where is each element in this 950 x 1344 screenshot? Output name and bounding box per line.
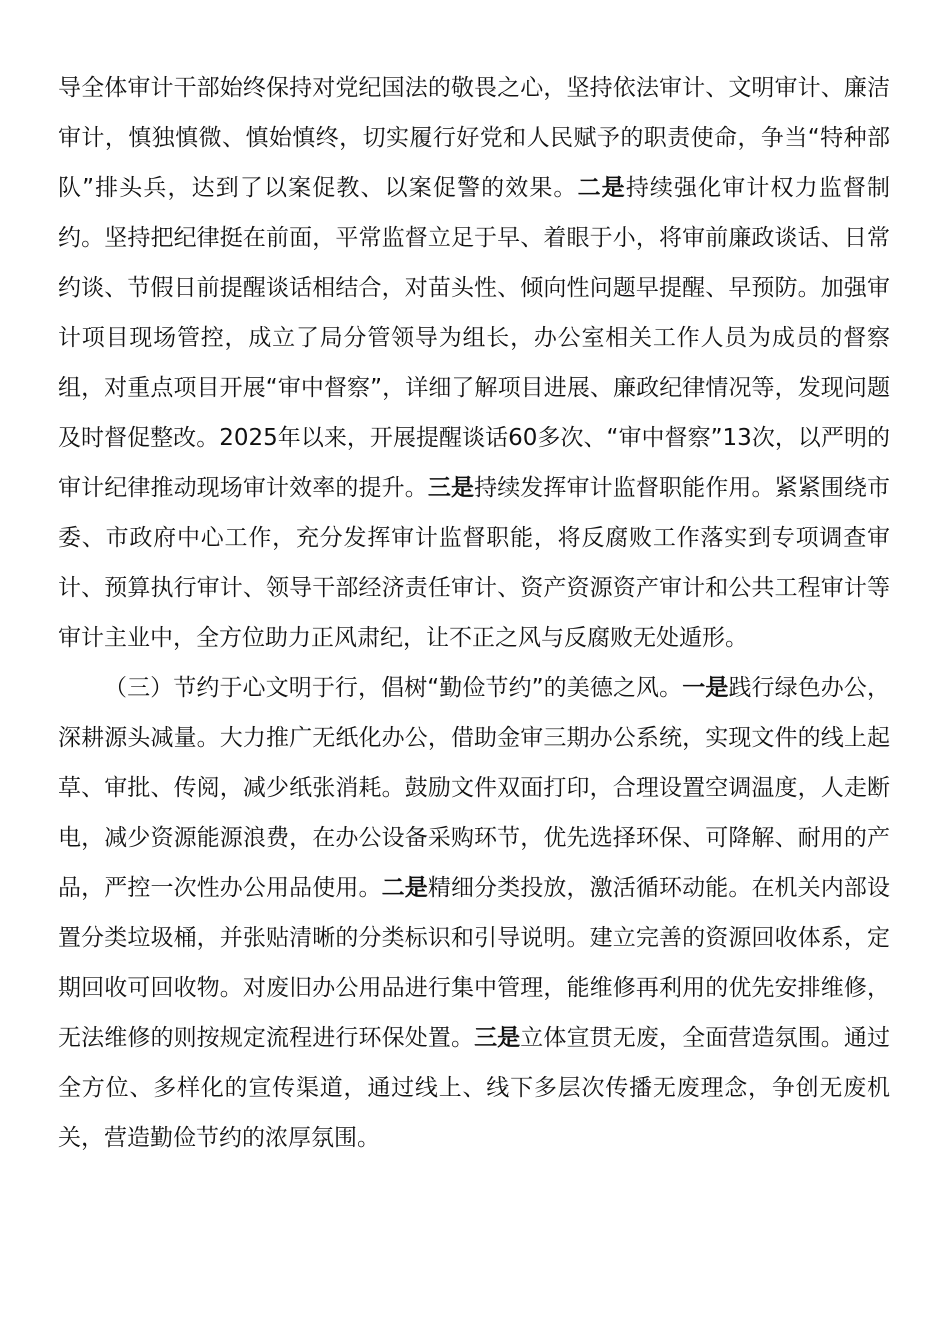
paragraph-2-segment-7: 立体宣贯无废，全面营造氛围。通过全方位、多样化的宣传渠道，通过线上、线下多层次传播无废理念，争创无废机关，营造勤俭节约的浓厚氛围。 xyxy=(58,1025,891,1151)
paragraph-1-segment-5: 持续发挥审计监督职能作用。紧紧围绕市委、市政府中心工作，充分发挥审计监督职能，将反腐败工作落实到专项调查审计、预算执行审计、领导干部经济责任审计、资产资源资产审计和公共工程审计等审计主业中，全方位助力正风肃纪，让不正之风与反腐败无处遁形。 xyxy=(58,475,891,651)
paragraph-2-bold-marker-san-shi: 三是 xyxy=(474,1025,521,1051)
paragraph-2-bold-marker-er-shi: 二是 xyxy=(381,875,428,901)
paragraph-2 xyxy=(58,663,890,1163)
paragraph-1-segment-3: 持续强化审计权力监督制约。坚持把纪律挺在前面，平常监督立足于早、着眼于小，将审前廉政谈话、日常约谈、节假日前提醒谈话相结合，对苗头性、倾向性问题早提醒、早预防。加强审计项目现场管控，成立了局分管领导为组长，办公室相关工作人员为成员的督察组，对重点项目开展“审中督察”，详细了解项目进展、廉政纪律情况等，发现问题及时督促整改。2025年以来，开展提醒谈话60多次、“审中督察”13次，以严明的审计纪律推动现场审计效率的提升。 xyxy=(58,175,891,501)
paragraph-1-bold-marker-san-shi: 三是 xyxy=(427,475,475,501)
paragraph-1 xyxy=(58,63,890,663)
paragraph-2-segment-1: （三）节约于心文明于行，倡树“勤俭节约”的美德之风。 xyxy=(104,675,683,701)
paragraph-1-segment-1: 导全体审计干部始终保持对党纪国法的敬畏之心，坚持依法审计、文明审计、廉洁审计，慎独慎微、慎始慎终，切实履行好党和人民赋予的职责使命，争当“特种部队”排头兵，达到了以案促教、以案促警的效果。 xyxy=(58,75,890,201)
paragraph-2-bold-marker-yi-shi: 一是 xyxy=(682,675,729,701)
document-body xyxy=(58,63,890,1163)
paragraph-2-segment-5: 精细分类投放，激活循环动能。在机关内部设置分类垃圾桶，并张贴清晰的分类标识和引导说明。建立完善的资源回收体系，定期回收可回收物。对废旧办公用品进行集中管理，能维修再利用的优先安排维修，无法维修的则按规定流程进行环保处置。 xyxy=(58,875,891,1051)
paragraph-1-bold-marker-er-shi: 二是 xyxy=(577,175,626,201)
paragraph-2-segment-3: 践行绿色办公，深耕源头减量。大力推广无纸化办公，借助金审三期办公系统，实现文件的线上起草、审批、传阅，减少纸张消耗。鼓励文件双面打印，合理设置空调温度，人走断电，减少资源能源浪费，在办公设备采购环节，优先选择环保、可降解、耐用的产品，严控一次性办公用品使用。 xyxy=(58,675,890,901)
